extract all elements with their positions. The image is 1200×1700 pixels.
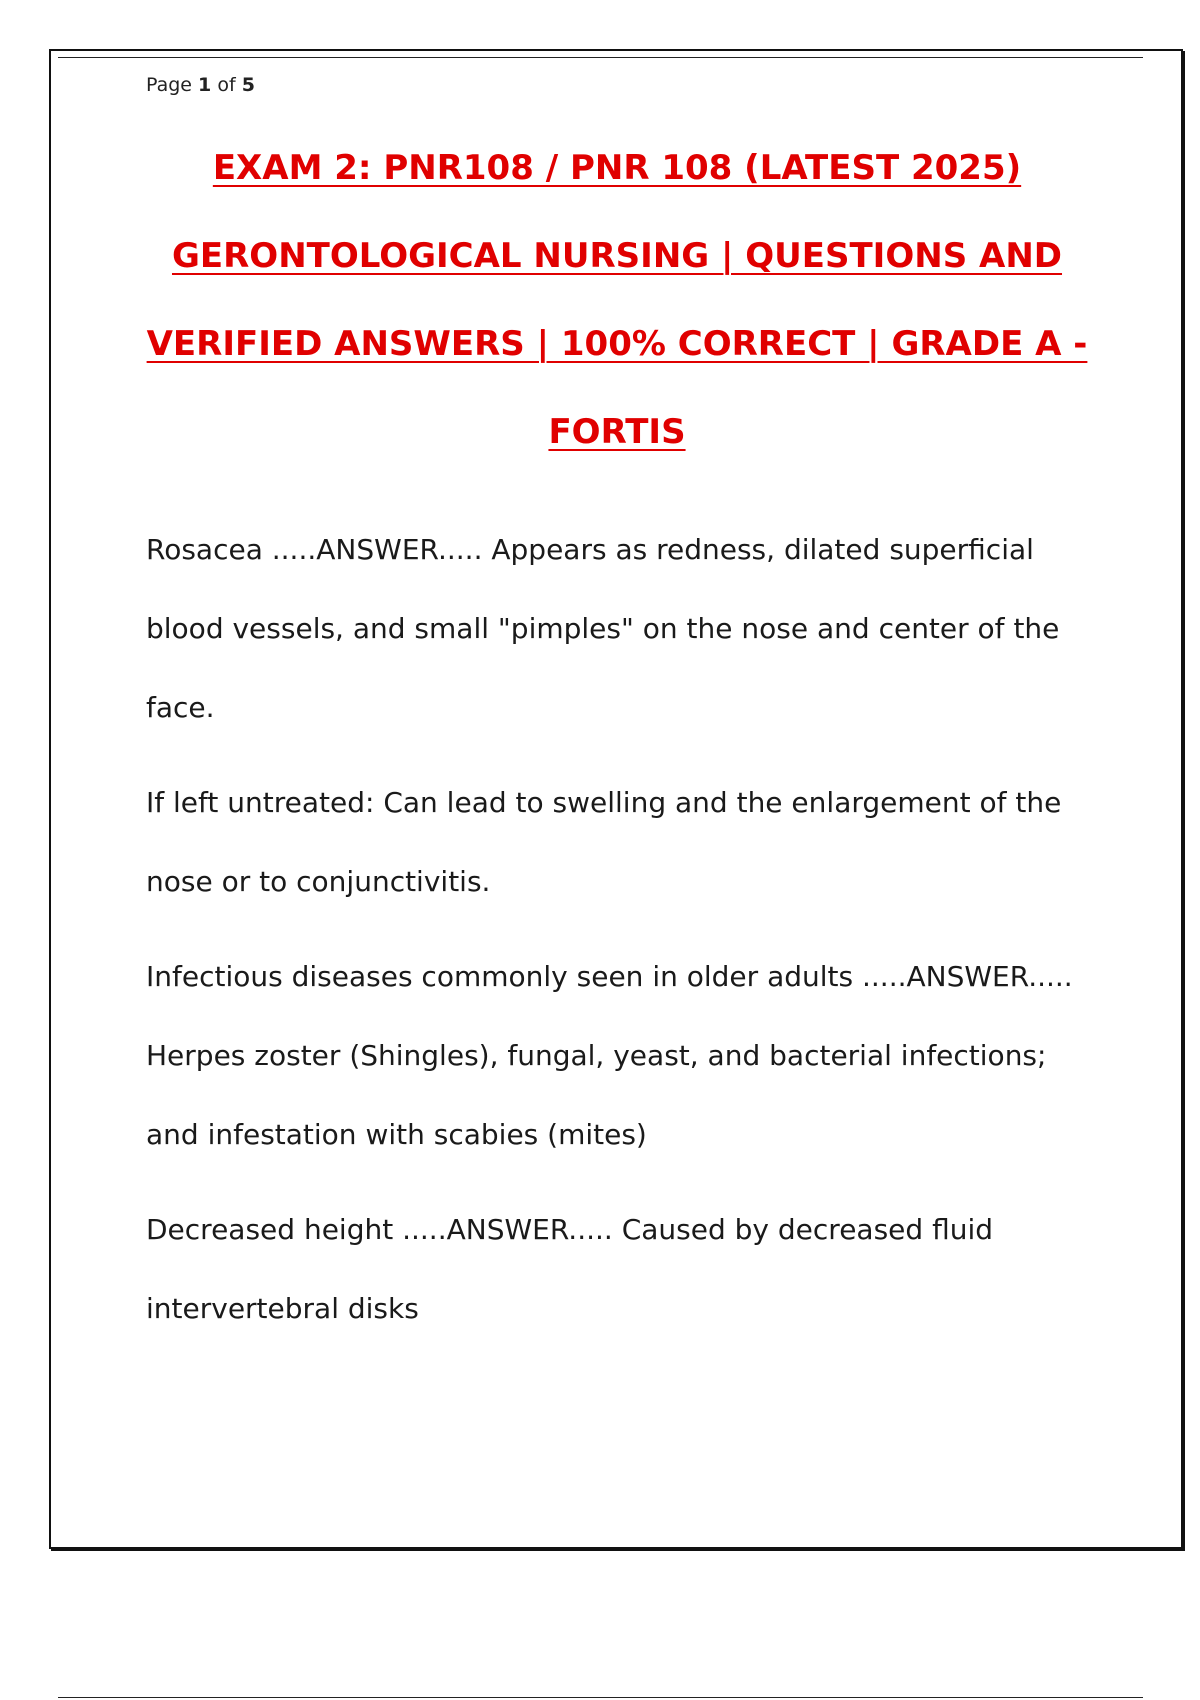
qa-entry: Rosacea .....ANSWER..... Appears as redness, dilated superficial blood vessels, and small "pimples" on the nose and center of the face. xyxy=(146,533,1060,724)
page-counter-label: Page xyxy=(146,74,192,96)
document-title xyxy=(100,142,1134,494)
page-counter-total: 5 xyxy=(241,74,255,96)
next-page-rule xyxy=(58,1697,1143,1698)
header-rule xyxy=(58,57,1143,58)
question-answer-list xyxy=(146,510,1096,1364)
qa-entry: If left untreated: Can lead to swelling and the enlargement of the nose or to conjunctivitis. xyxy=(146,786,1062,898)
title-line: EXAM 2: PNR108 / PNR 108 (LATEST 2025) xyxy=(212,148,1022,188)
title-line: FORTIS xyxy=(548,412,686,452)
page-counter-separator: of xyxy=(217,74,236,96)
title-line: VERIFIED ANSWERS | 100% CORRECT | GRADE A - xyxy=(146,324,1088,364)
page-counter xyxy=(146,74,255,96)
qa-entry: Infectious diseases commonly seen in older adults .....ANSWER..... Herpes zoster (Shingles), fungal, yeast, and bacterial infections; and infestation with scabies (mites) xyxy=(146,960,1073,1151)
page-counter-current: 1 xyxy=(198,74,212,96)
qa-entry: Decreased height .....ANSWER..... Caused by decreased fluid intervertebral disks xyxy=(146,1213,993,1325)
title-line: GERONTOLOGICAL NURSING | QUESTIONS AND xyxy=(171,236,1063,276)
